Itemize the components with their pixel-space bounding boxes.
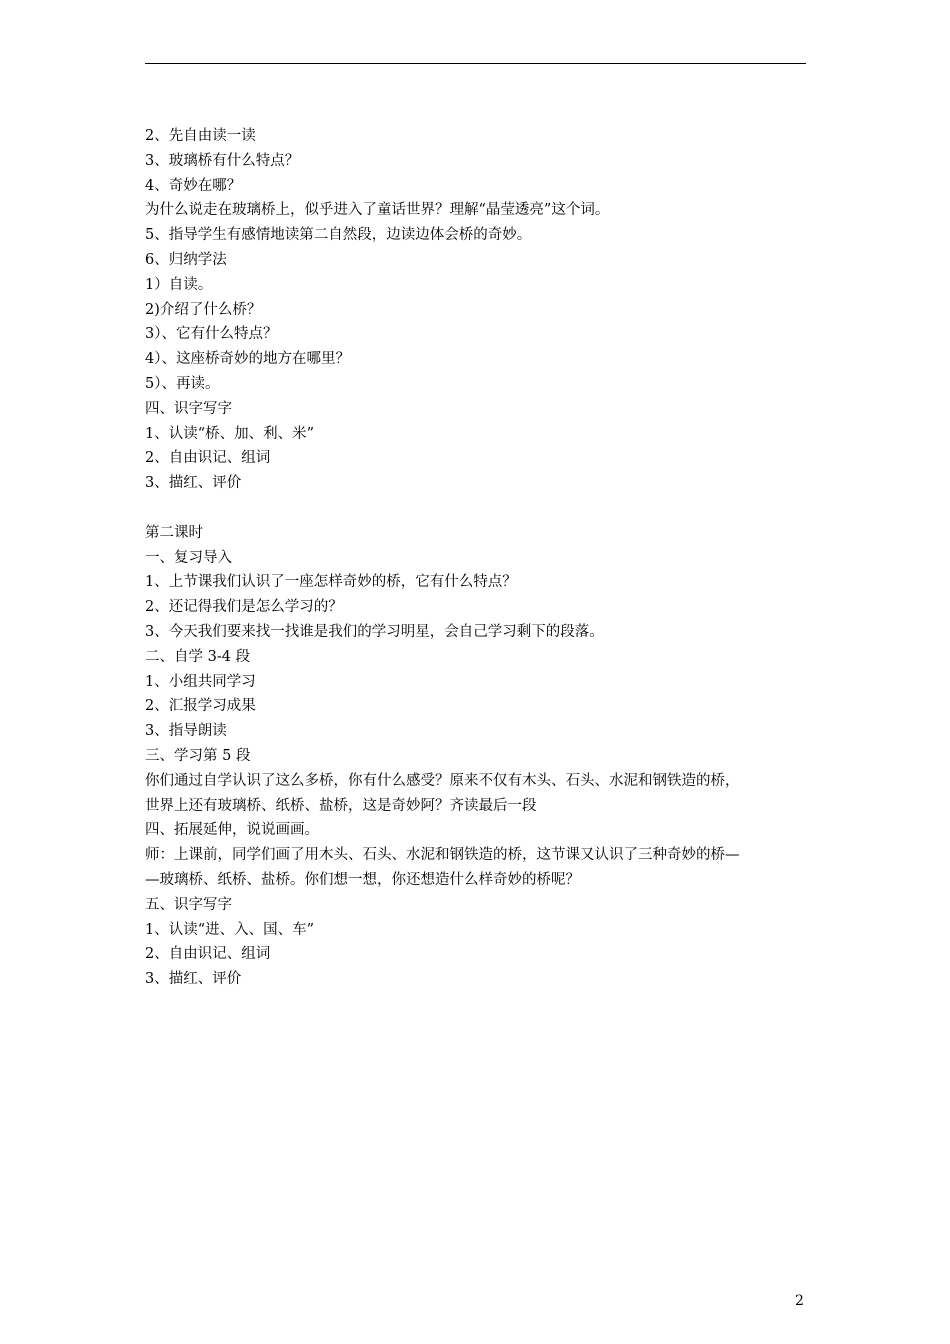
text-line: 1）自读。 bbox=[145, 276, 213, 293]
text-line: 4）、这座桥奇妙的地方在哪里？ bbox=[145, 351, 350, 368]
section-heading: 一、复习导入 bbox=[145, 549, 232, 566]
blank-line bbox=[145, 496, 810, 521]
text-line: 3、描红、评价 bbox=[145, 971, 242, 988]
text-line: 师：上课前，同学们画了用木头、石头、水泥和钢铁造的桥，这节课又认识了三种奇妙的桥— bbox=[145, 847, 740, 864]
text-line: 2、自由识记、组词 bbox=[145, 450, 271, 467]
text-line: 3、描红、评价 bbox=[145, 475, 242, 492]
text-line: 你们通过自学认识了这么多桥，你有什么感受？原来不仅有木头、石头、水泥和钢铁造的桥， bbox=[145, 772, 740, 789]
text-line: 2)介绍了什么桥？ bbox=[145, 301, 262, 318]
section-heading: 二、自学 3-4 段 bbox=[145, 648, 251, 665]
text-line: 1、上节课我们认识了一座怎样奇妙的桥，它有什么特点？ bbox=[145, 574, 517, 591]
text-line: 1、认读“桥、加、利、米” bbox=[145, 425, 315, 442]
text-line: 3、指导朗读 bbox=[145, 723, 227, 740]
text-line: 1、小组共同学习 bbox=[145, 673, 256, 690]
document-body bbox=[145, 124, 810, 992]
text-line: 3、玻璃桥有什么特点？ bbox=[145, 152, 300, 169]
section-heading: 6、归纳学法 bbox=[145, 251, 227, 268]
text-line: 2、先自由读一读 bbox=[145, 128, 256, 144]
text-line: —玻璃桥、纸桥、盐桥。你们想一想，你还想造什么样奇妙的桥呢？ bbox=[145, 871, 580, 888]
section-heading: 五、识字写字 bbox=[145, 896, 232, 913]
text-line: 世界上还有玻璃桥、纸桥、盐桥，这是奇妙阿？齐读最后一段 bbox=[145, 797, 537, 814]
page-number: 2 bbox=[795, 1293, 804, 1309]
text-line: 2、还记得我们是怎么学习的？ bbox=[145, 599, 343, 616]
header-rule bbox=[145, 63, 806, 64]
text-line: 5）、再读。 bbox=[145, 375, 220, 392]
section-heading: 四、拓展延伸，说说画画。 bbox=[145, 822, 319, 839]
text-line: 4、奇妙在哪？ bbox=[145, 177, 242, 194]
text-line: 1、认读“进、入、国、车” bbox=[145, 921, 315, 938]
text-line: 3、今天我们要来找一找谁是我们的学习明星，会自己学习剩下的段落。 bbox=[145, 623, 604, 640]
text-line: 3）、它有什么特点？ bbox=[145, 326, 278, 343]
text-line: 为什么说走在玻璃桥上，似乎进入了童话世界？理解“晶莹透亮”这个词。 bbox=[145, 202, 610, 219]
text-line: 2、自由识记、组词 bbox=[145, 946, 271, 963]
text-line: 2、汇报学习成果 bbox=[145, 698, 256, 715]
section-heading: 四、识字写字 bbox=[145, 400, 232, 417]
section-heading: 三、学习第 5 段 bbox=[145, 747, 251, 764]
lesson-title: 第二课时 bbox=[145, 524, 203, 541]
text-line: 5、指导学生有感情地读第二自然段，边读边体会桥的奇妙。 bbox=[145, 227, 532, 244]
